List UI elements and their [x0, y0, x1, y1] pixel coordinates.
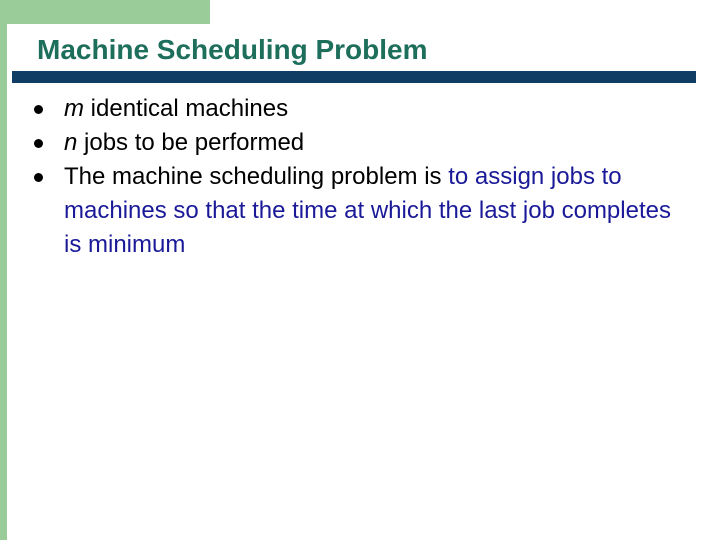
bullet-dot-icon — [34, 105, 43, 114]
variable-n: n — [64, 129, 78, 156]
slide-title: Machine Scheduling Problem — [37, 34, 428, 65]
accent-bar-top — [0, 0, 210, 24]
bullet-text: identical machines — [84, 95, 289, 122]
variable-m: m — [64, 95, 84, 122]
bullet-dot-icon — [34, 173, 43, 182]
bullet-text: jobs to be performed — [77, 129, 305, 156]
bullet-item-machines — [32, 92, 692, 126]
bullet-text: The machine scheduling problem is — [64, 163, 449, 190]
accent-bar-left — [0, 0, 7, 540]
bullet-item-definition — [32, 160, 692, 262]
bullet-dot-icon — [34, 139, 43, 148]
accent-corner — [7, 24, 31, 48]
highlighted-text: to assign jobs to machines so that the time at which the last job completes is minimum — [64, 163, 671, 258]
bullet-list — [32, 92, 692, 262]
title-underline — [12, 71, 696, 83]
bullet-item-jobs — [32, 126, 692, 160]
